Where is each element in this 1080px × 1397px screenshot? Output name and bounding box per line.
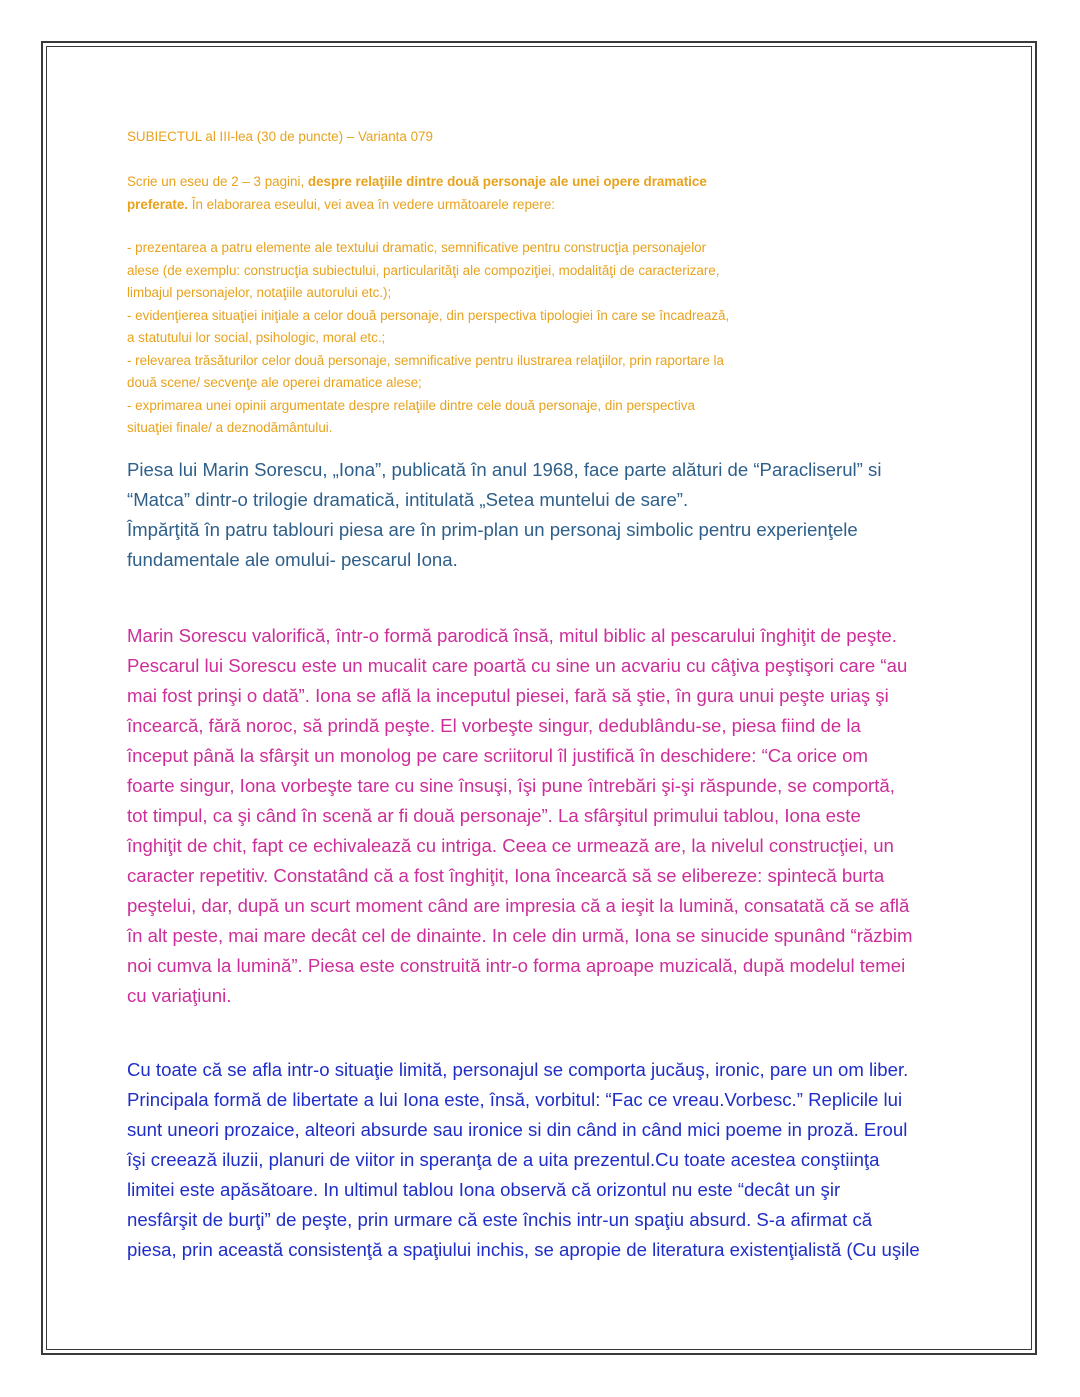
text-line: Piesa lui Marin Sorescu, „Iona”, publicată în anul 1968, face parte alături de “Paracliserul” si: [127, 459, 882, 480]
text-line: Cu toate că se afla intr-o situaţie limită, personajul se comporta jucăuş, ironic, pare un om liber.: [127, 1059, 909, 1080]
text-line: Principala formă de libertate a lui Iona este, însă, vorbitul: “Fac ce vreau.Vorbesc.” Replicile lui: [127, 1089, 903, 1110]
requirement-line: - relevarea trăsăturilor celor două personaje, semnificative pentru ilustrarea relaţiilor, prin raportare la: [127, 352, 724, 368]
task-prefix: Scrie un eseu de 2 – 3 pagini,: [127, 174, 308, 189]
task-statement: [127, 171, 767, 216]
text-line: cu variaţiuni.: [127, 985, 232, 1006]
requirement-line: limbajul personajelor, notaţiile autorului etc.);: [127, 285, 392, 300]
text-line: îşi creează iluzii, planuri de viitor in speranţa de a uita prezentul.Cu toate acestea conştiinţa: [127, 1149, 880, 1170]
text-line: încearcă, fără noroc, să prindă peşte. El vorbeşte singur, dedublându-se, piesa fiind de la: [127, 715, 861, 736]
subject-heading: SUBIECTUL al III-lea (30 de puncte) – Varianta 079: [127, 129, 433, 144]
text-line: caracter repetitiv. Constatând că a fost înghiţit, Iona încearcă să se elibereze: spintecă burta: [127, 865, 885, 886]
text-line: Pescarul lui Sorescu este un mucalit care poartă cu sine un acvariu cu câţiva peştişori care “au: [127, 655, 908, 676]
text-line: înghiţit de chit, fapt ce echivalează cu intriga. Ceea ce urmează are, la nivelul construcţiei, un: [127, 835, 894, 856]
text-line: început până la sfârşit un monolog pe care scriitorul îl justifică în deschidere: “Ca orice om: [127, 745, 869, 766]
text-line: nesfârşit de burţi” de peşte, prin urmare că este închis intr-un spaţiu absurd. S-a afirmat că: [127, 1209, 873, 1230]
text-line: foarte singur, Iona vorbeşte tare cu sine însuşi, îşi pune întrebări şi-şi răspunde, se comportă,: [127, 775, 895, 796]
text-line: “Matca” dintr-o trilogie dramatică, intitulată „Setea muntelui de sare”.: [127, 489, 689, 510]
paragraph-myth: [127, 621, 957, 1011]
requirements-list: [127, 237, 807, 440]
requirement-line: a statutului lor social, psihologic, moral etc.;: [127, 330, 386, 345]
text-line: limitei este apăsătoare. In ultimul tablou Iona observă că orizontul nu este “decât un şir: [127, 1179, 841, 1200]
text-line: fundamentale ale omului- pescarul Iona.: [127, 549, 458, 570]
text-line: piesa, prin această consistenţă a spaţiului inchis, se apropie de literatura existenţialistă (Cu uşile: [127, 1239, 920, 1260]
text-line: peştelui, dar, după un scurt moment când are impresia că a ieşit la lumină, consatată că se află: [127, 895, 910, 916]
requirement-line: două scene/ secvenţe ale operei dramatice alese;: [127, 375, 422, 390]
requirement-line: alese (de exemplu: construcţia subiectului, particularităţi ale compoziţiei, modalităţi de caracterizare,: [127, 262, 720, 278]
paragraph-freedom: [127, 1055, 957, 1265]
text-line: tot timpul, ca şi când în scenă ar fi două personaje”. La sfârşitul primului tablou, Iona este: [127, 805, 861, 826]
task-bold: despre relaţiile dintre două personaje ale unei opere dramatice preferate.: [127, 174, 707, 212]
text-line: sunt uneori prozaice, alteori absurde sau ironice si din când in când mici poeme in proză. Eroul: [127, 1119, 908, 1140]
text-line: Împărţită în patru tablouri piesa are în prim-plan un personaj simbolic pentru experienţele: [127, 519, 858, 540]
requirement-line: - prezentarea a patru elemente ale textului dramatic, semnificative pentru construcţia personajelor: [127, 240, 707, 255]
requirement-line: situaţiei finale/ a deznodământului.: [127, 420, 333, 435]
text-line: Marin Sorescu valorifică, într-o formă parodică însă, mitul biblic al pescarului înghiţit de peşte.: [127, 625, 897, 646]
paragraph-intro: [127, 455, 947, 575]
text-line: noi cumva la lumină”. Piesa este construită intr-o forma aproape muzicală, după modelul temei: [127, 955, 906, 976]
text-line: mai fost prinşi o dată”. Iona se află la inceputul piesei, fară să ştie, în gura unui peşte uriaş şi: [127, 685, 889, 706]
requirement-line: - exprimarea unei opinii argumentate despre relaţiile dintre cele două personaje, din perspectiva: [127, 397, 695, 413]
text-line: în alt peste, mai mare decât cel de dinainte. In cele din urmă, Iona se sinucide spunând “răzbim: [127, 925, 913, 946]
task-suffix: În elaborarea eseului, vei avea în vedere următoarele repere:: [188, 196, 556, 212]
requirement-line: - evidenţierea situaţiei iniţiale a celor două personaje, din perspectiva tipologiei în care se încadrează,: [127, 307, 730, 323]
